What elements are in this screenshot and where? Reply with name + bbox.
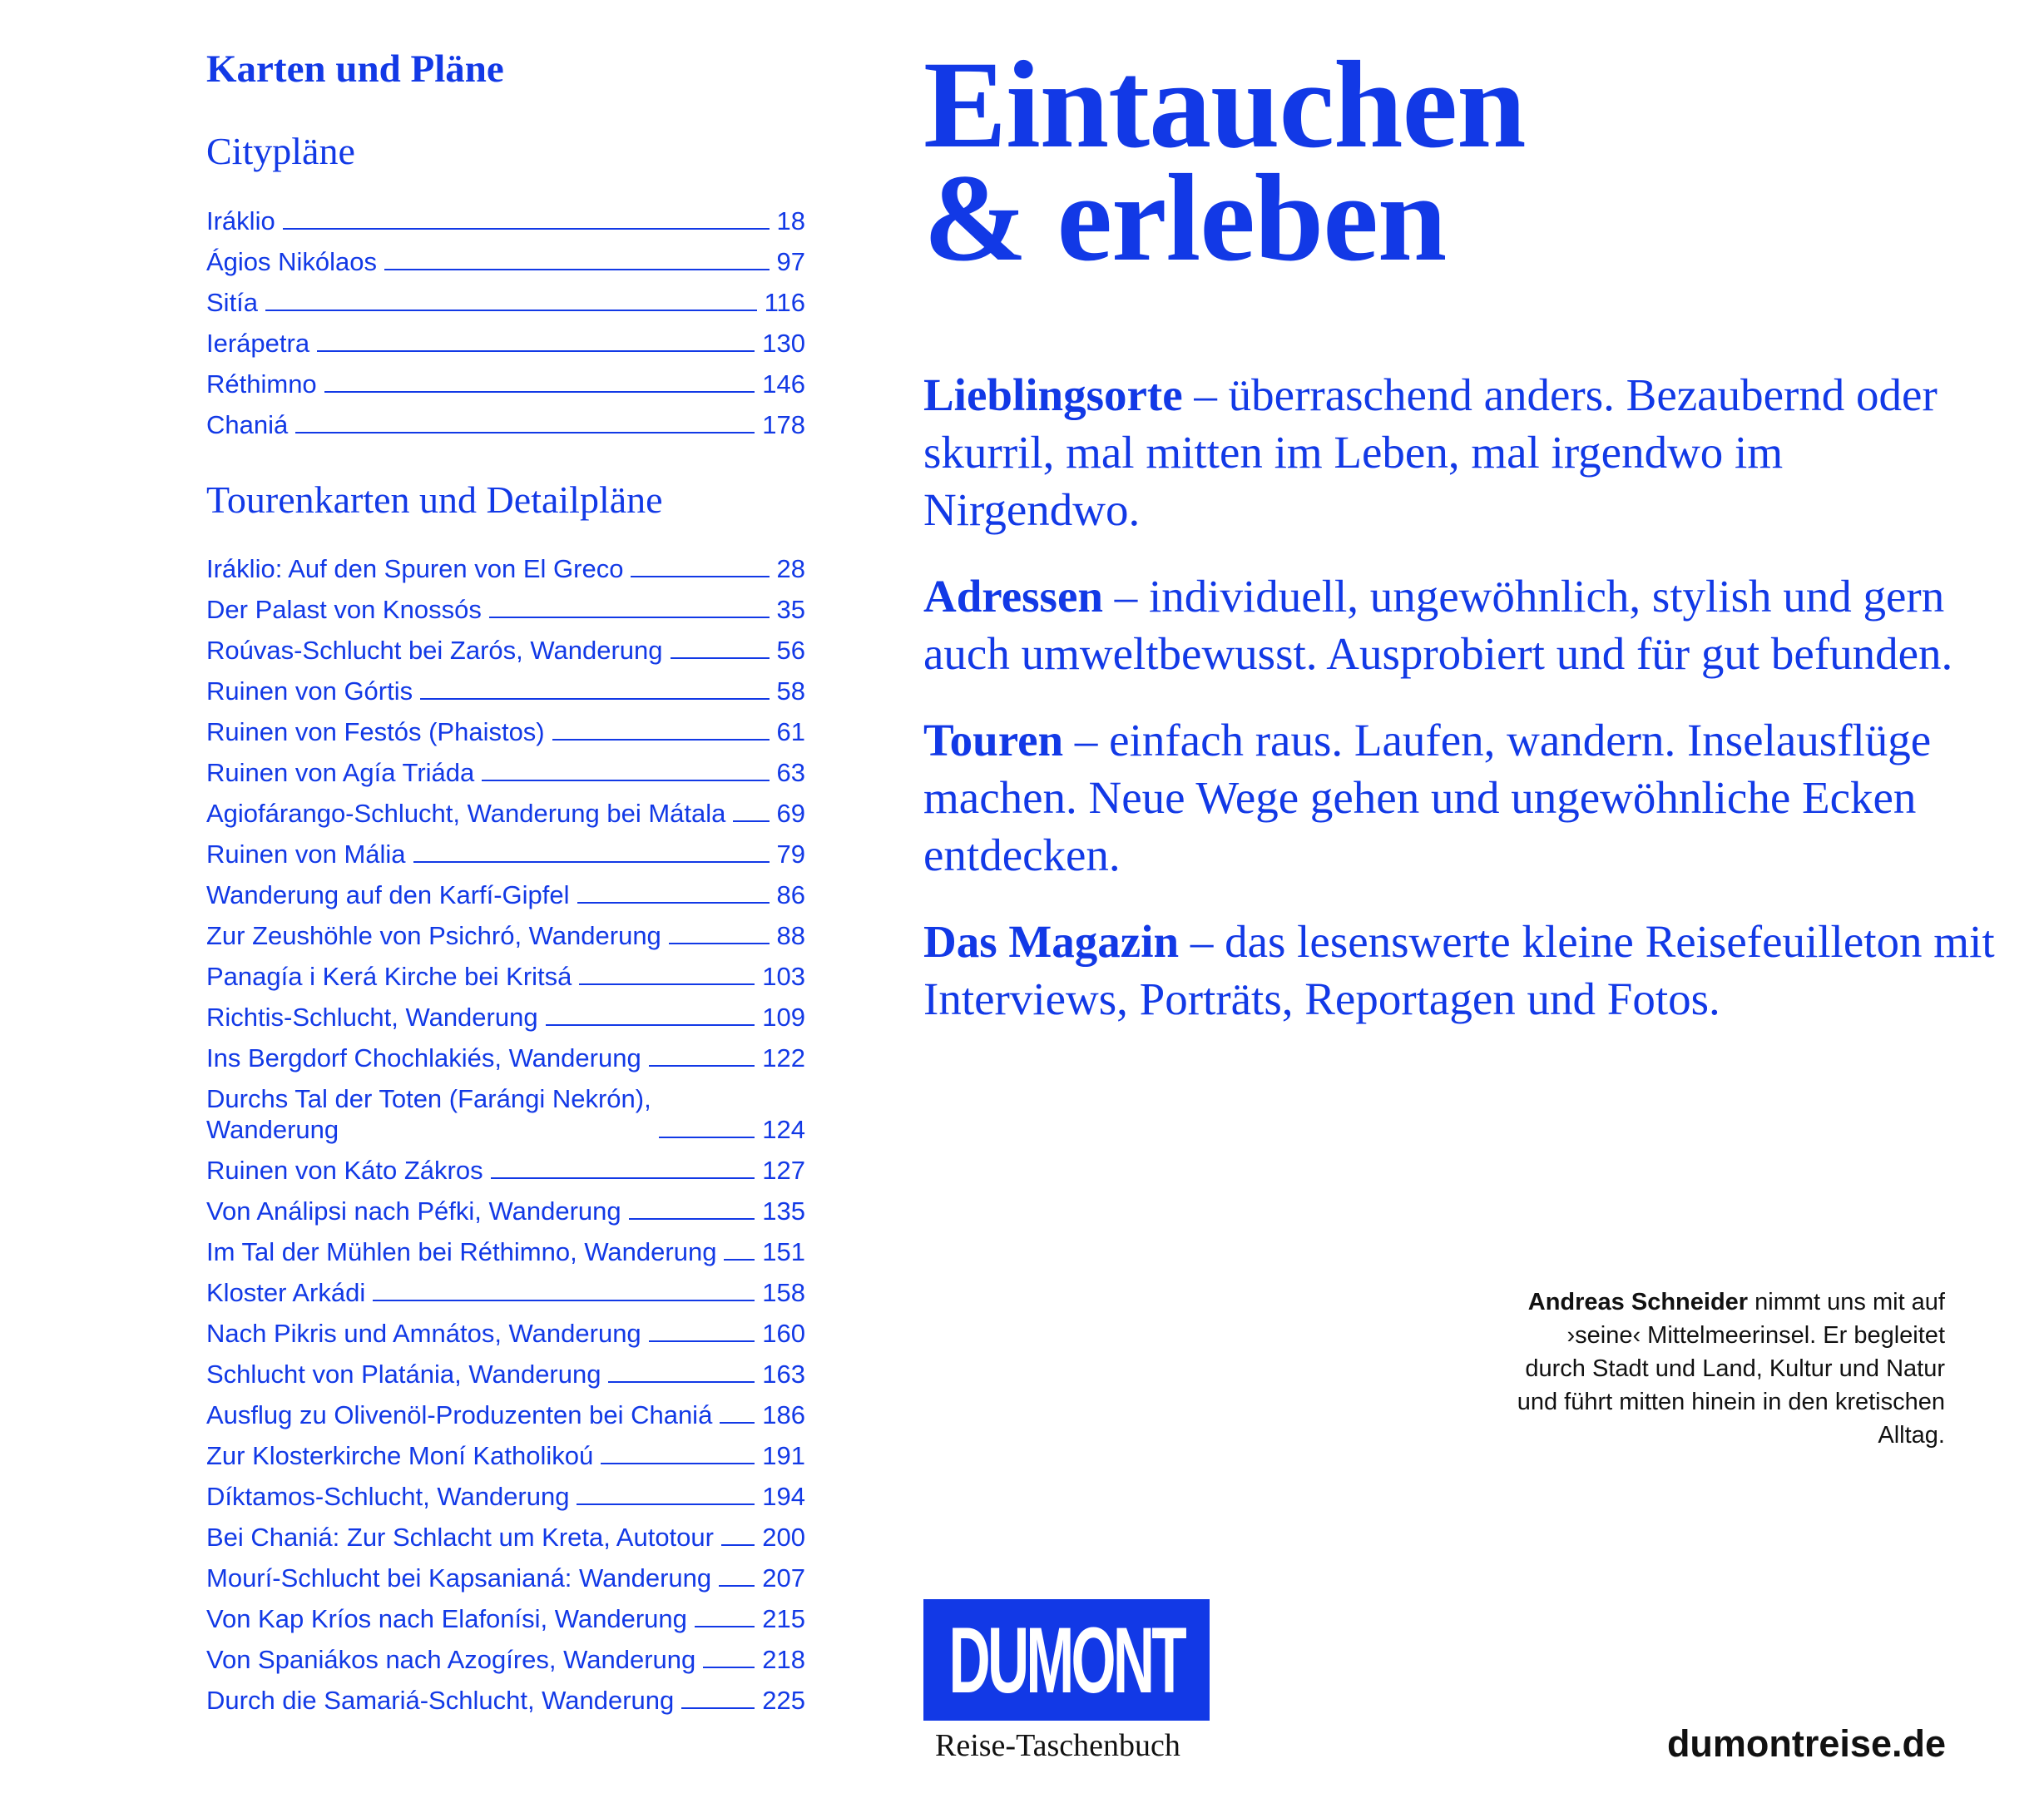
entry-title: Ins Bergdorf Chochlakiés, Wanderung [206, 1043, 641, 1073]
feature-text: – individuell, ungewöhnlich, stylish und gern auch umweltbewusst. Ausprobiert und für gut befunden. [923, 571, 1953, 679]
tour-map-entry [206, 910, 805, 951]
entry-title: Bei Chaniá: Zur Schlacht um Kreta, Autotour [206, 1523, 714, 1553]
leader-line [265, 310, 757, 311]
entry-page: 58 [776, 676, 805, 706]
leader-line [724, 1259, 755, 1261]
tour-map-entry [206, 543, 805, 584]
city-map-entry [206, 318, 805, 359]
leader-line [649, 1340, 755, 1342]
entry-title: Ágios Nikólaos [206, 246, 378, 276]
tour-maps-heading: Tourenkarten und Detailpläne [206, 478, 663, 521]
feature-label: Adressen [923, 571, 1103, 622]
logo-text: DUMONT [948, 1607, 1185, 1712]
entry-title: Iráklio [206, 206, 275, 235]
city-map-entry [206, 196, 805, 236]
leader-line [659, 1137, 755, 1138]
entry-title: Ruinen von Górtis [206, 676, 413, 706]
tour-map-entry [206, 625, 805, 666]
leader-line [482, 780, 769, 781]
feature-text: – das lesenswerte kleine Reisefeuilleton mit Interviews, Porträts, Reportagen und Fotos. [923, 916, 1995, 1024]
tour-map-entry [206, 747, 805, 788]
feature-text: – einfach raus. Laufen, wandern. Inselausflüge machen. Neue Wege gehen und ungewöhnliche Ecken entdecken. [923, 715, 1932, 880]
leader-line [671, 657, 770, 659]
entry-page: 35 [776, 595, 805, 625]
tour-map-entry [206, 1033, 805, 1073]
entry-page: 56 [776, 636, 805, 666]
entry-title: Von Kap Kríos nach Elafonísi, Wanderung [206, 1604, 687, 1634]
entry-page: 186 [762, 1400, 805, 1430]
tour-map-entry [206, 1349, 805, 1390]
entry-page: 158 [762, 1278, 805, 1308]
tour-map-entry [206, 869, 805, 910]
entry-page: 207 [762, 1563, 805, 1593]
feature-item [923, 913, 2005, 1028]
entry-title-line: Durchs Tal der Toten (Farángi Nekrón), [206, 1084, 651, 1114]
entry-title: Iráklio: Auf den Spuren von El Greco [206, 554, 624, 584]
entry-title: Agiofárango-Schlucht, Wanderung bei Mátala [206, 799, 726, 829]
leader-line [703, 1667, 755, 1668]
entry-title: Ierápetra [206, 328, 310, 358]
entry-title: Ruinen von Káto Zákros [206, 1156, 483, 1186]
leader-line [721, 1544, 755, 1546]
entry-title: Ruinen von Mália [206, 840, 406, 869]
entry-page: 103 [762, 962, 805, 992]
leader-line [601, 1463, 755, 1464]
tour-map-entry [206, 1675, 805, 1716]
website-url: dumontreise.de [1666, 1722, 1946, 1765]
leader-line [420, 698, 769, 700]
entry-page: 63 [776, 758, 805, 788]
tour-map-entry [206, 1308, 805, 1349]
feature-label: Touren [923, 715, 1064, 765]
tour-map-entry [206, 1553, 805, 1593]
maps-heading: Karten und Pläne [206, 47, 504, 91]
entry-page: 218 [762, 1645, 805, 1675]
leader-line [552, 739, 770, 741]
leader-line [681, 1707, 755, 1709]
tour-map-entry [206, 706, 805, 747]
entry-title: Wanderung auf den Karfí-Gipfel [206, 880, 570, 910]
leader-line [413, 861, 770, 863]
entry-page: 151 [762, 1237, 805, 1267]
entry-page: 146 [762, 369, 805, 399]
entry-title: Roúvas-Schlucht bei Zarós, Wanderung [206, 636, 663, 666]
city-map-entry [206, 399, 805, 440]
feature-item [923, 711, 2005, 884]
series-subtitle: Reise-Taschenbuch [935, 1728, 1180, 1763]
leader-line [719, 1585, 755, 1587]
tour-map-entry [206, 788, 805, 829]
tour-map-entry [206, 1390, 805, 1430]
entry-title: Zur Zeushöhle von Psichró, Wanderung [206, 921, 661, 951]
entry-title: Im Tal der Mühlen bei Réthimno, Wanderung [206, 1237, 717, 1267]
entry-page: 116 [764, 287, 805, 317]
entry-title: Ruinen von Agía Triáda [206, 758, 475, 788]
entry-title: Schlucht von Platánia, Wanderung [206, 1360, 601, 1390]
tour-map-entry [206, 1267, 805, 1308]
entry-page: 130 [762, 328, 805, 358]
entry-page: 191 [762, 1441, 805, 1471]
leader-line [489, 617, 770, 618]
tour-map-entry [206, 1430, 805, 1471]
city-map-entry [206, 359, 805, 399]
entry-title: Richtis-Schlucht, Wanderung [206, 1003, 538, 1033]
feature-item [923, 366, 2005, 538]
tour-map-entry [206, 1145, 805, 1186]
entry-page: 200 [762, 1523, 805, 1553]
leader-line [384, 269, 769, 270]
entry-page: 127 [762, 1156, 805, 1186]
leader-line [295, 432, 755, 433]
entry-title: Ruinen von Festós (Phaistos) [206, 717, 545, 747]
entry-page: 69 [776, 799, 805, 829]
entry-title: Zur Klosterkirche Moní Katholikoú [206, 1441, 594, 1471]
entry-page: 88 [776, 921, 805, 951]
leader-line [669, 943, 770, 944]
maps-index [206, 48, 805, 1716]
tour-map-entry [206, 1512, 805, 1553]
promo-column [923, 36, 2005, 1028]
tour-map-entry [206, 1186, 805, 1226]
entry-title: Der Palast von Knossós [206, 595, 482, 625]
entry-title: Mourí-Schlucht bei Kapsanianá: Wanderung [206, 1563, 712, 1593]
city-maps-heading: Citypläne [206, 129, 355, 172]
tour-map-entry [206, 992, 805, 1033]
feature-label: Das Magazin [923, 916, 1180, 967]
entry-page: 178 [762, 409, 805, 439]
entry-title: Sitía [206, 287, 259, 317]
entry-page: 215 [762, 1604, 805, 1634]
tour-map-entry [206, 1226, 805, 1267]
entry-title: Chaniá [206, 409, 289, 439]
entry-title: Ausflug zu Olivenöl-Produzenten bei Chaniá [206, 1400, 713, 1430]
entry-title: Díktamos-Schlucht, Wanderung [206, 1482, 570, 1512]
tour-map-entry [206, 1471, 805, 1512]
tour-map-entry [206, 666, 805, 706]
entry-title: Von Spaniákos nach Azogíres, Wanderung [206, 1645, 696, 1675]
entry-page: 225 [762, 1686, 805, 1716]
leader-line [629, 1218, 755, 1220]
entry-page: 61 [776, 717, 805, 747]
feature-text: – überraschend anders. Bezaubernd oder skurril, mal mitten im Leben, mal irgendwo im Nirgendwo. [923, 369, 1938, 535]
feature-item [923, 567, 2005, 682]
entry-page: 163 [762, 1360, 805, 1390]
feature-label: Lieblingsorte [923, 369, 1183, 420]
cover-title-line: & erleben [923, 149, 1447, 287]
author-bio [1514, 1285, 1945, 1452]
tour-maps-list [206, 543, 805, 1716]
tour-map-entry [206, 829, 805, 869]
entry-title: Nach Pikris und Amnátos, Wanderung [206, 1319, 641, 1349]
leader-line [631, 576, 769, 577]
city-map-entry [206, 277, 805, 318]
entry-page: 86 [776, 880, 805, 910]
tour-map-entry [206, 1593, 805, 1634]
leader-line [577, 1503, 755, 1505]
dumont-logo [923, 1599, 1210, 1721]
entry-page: 135 [762, 1196, 805, 1226]
leader-line [577, 902, 770, 904]
leader-line [317, 350, 755, 352]
city-maps-list [206, 196, 805, 440]
leader-line [649, 1065, 755, 1067]
entry-title [206, 1083, 651, 1145]
entry-page: 28 [776, 554, 805, 584]
author-name: Andreas Schneider [1527, 1289, 1749, 1315]
entry-page: 122 [762, 1043, 805, 1073]
entry-page: 124 [762, 1115, 805, 1145]
cover-title [923, 36, 2005, 287]
leader-line [695, 1626, 755, 1627]
entry-page: 160 [762, 1319, 805, 1349]
entry-title-line: Wanderung [206, 1115, 339, 1145]
leader-line [720, 1422, 755, 1424]
tour-map-entry [206, 1634, 805, 1675]
city-map-entry [206, 236, 805, 277]
entry-page: 194 [762, 1482, 805, 1512]
entry-page: 79 [776, 840, 805, 869]
leader-line [491, 1177, 755, 1179]
tour-map-entry [206, 1073, 805, 1145]
entry-title: Durch die Samariá-Schlucht, Wanderung [206, 1686, 675, 1716]
feature-list [923, 366, 2005, 1028]
tour-map-entry [206, 584, 805, 625]
entry-title: Réthimno [206, 369, 317, 399]
leader-line [373, 1300, 755, 1301]
leader-line [283, 228, 770, 230]
leader-line [546, 1024, 755, 1026]
cover-title-line: Eintauchen [923, 36, 1526, 174]
entry-page: 109 [762, 1003, 805, 1033]
entry-title: Panagía i Kerá Kirche bei Kritsá [206, 962, 572, 992]
leader-line [608, 1381, 755, 1383]
leader-line [579, 983, 755, 985]
entry-title: Von Análipsi nach Péfki, Wanderung [206, 1196, 621, 1226]
tour-map-entry [206, 951, 805, 992]
entry-page: 18 [776, 206, 805, 235]
leader-line [733, 820, 769, 822]
entry-title: Kloster Arkádi [206, 1278, 366, 1308]
author-bio-text: nimmt uns mit auf ›seine‹ Mittelmeerinsel. Er begleitet durch Stadt und Land, Kultur und Natur und führt mitten hinein in den kretischen Alltag. [1517, 1289, 1945, 1449]
leader-line [324, 391, 755, 393]
entry-page: 97 [776, 246, 805, 276]
